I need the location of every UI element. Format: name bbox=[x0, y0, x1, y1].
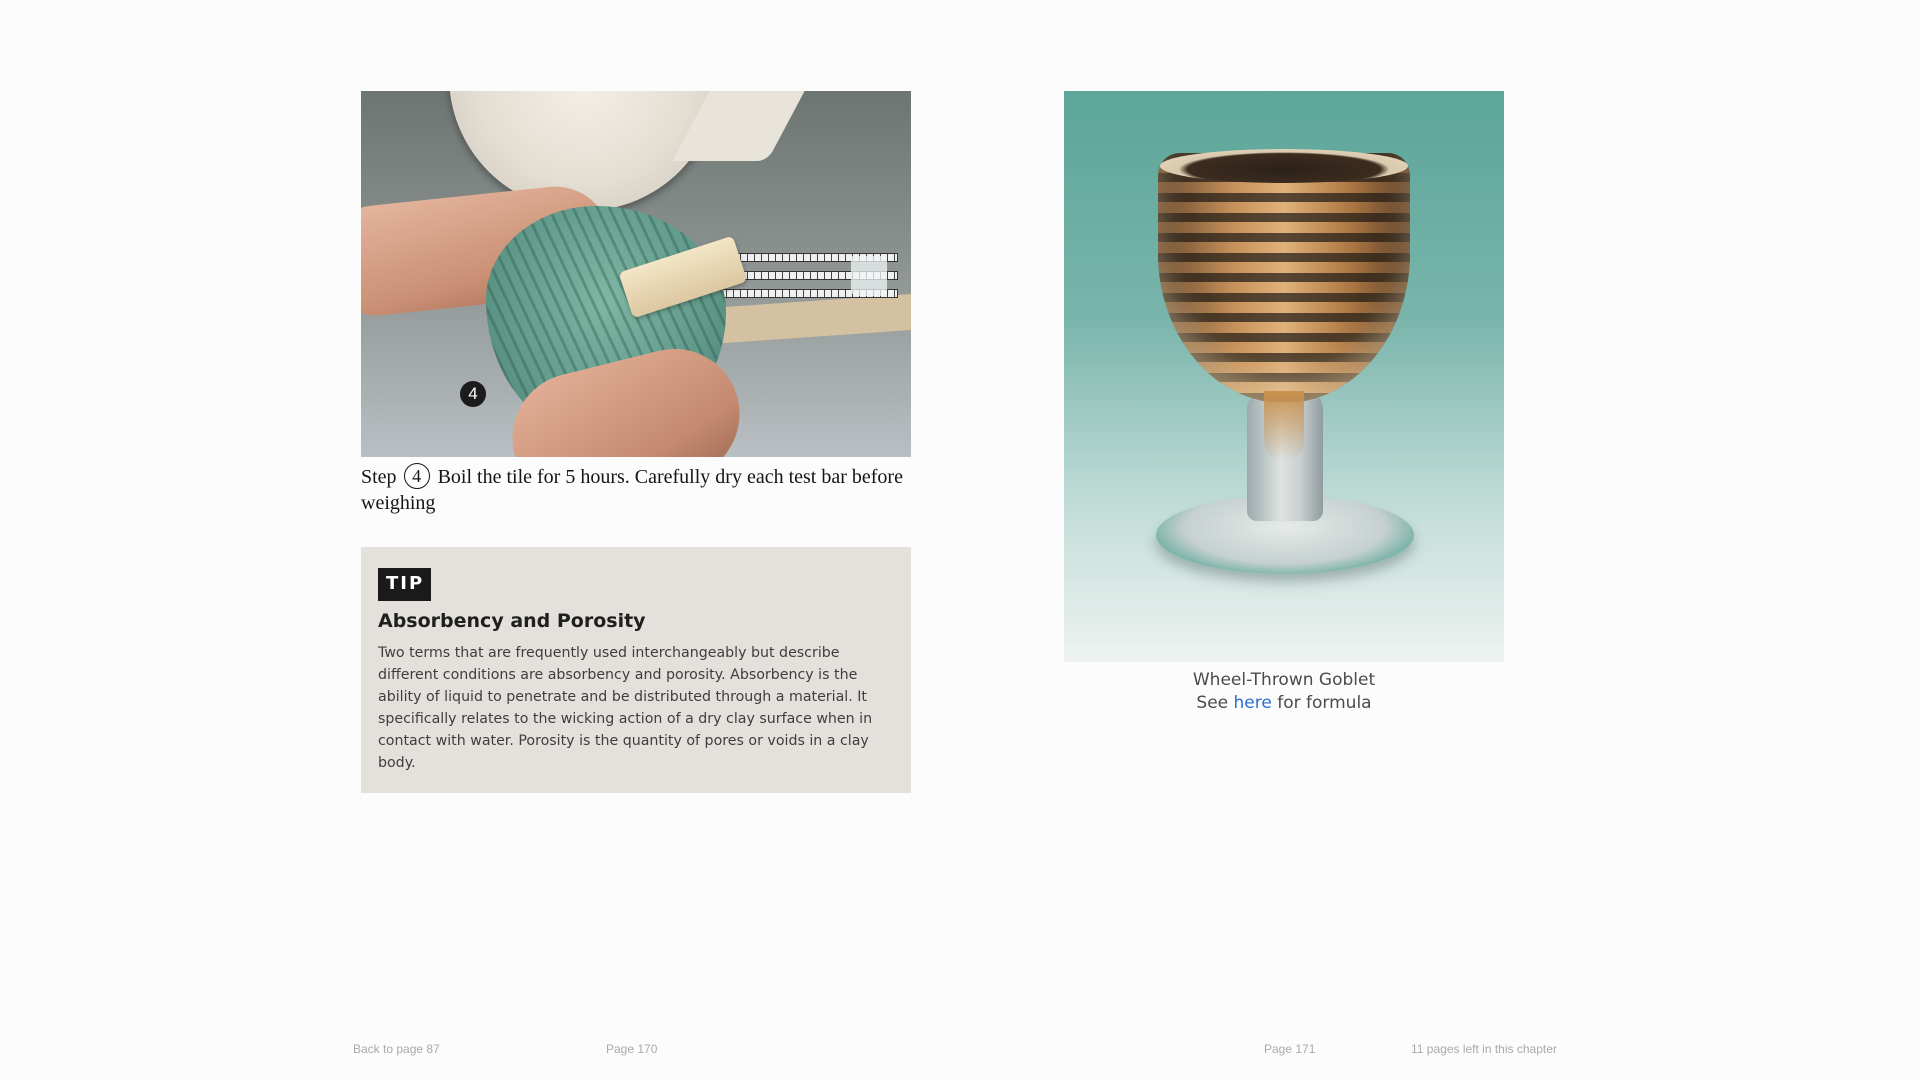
pages-left-indicator: 11 pages left in this chapter bbox=[1411, 1042, 1557, 1056]
tip-body: Two terms that are frequently used interchangeably but describe different conditions are absorbency and porosity. Absorbency is the ability of liquid to penetrate and be distributed through a material. It specifically relates to the wicking action of a dry clay surface when in contact with water. Porosity is the quantity of pores or voids in a clay body. bbox=[378, 645, 873, 771]
goblet-caption-title: Wheel-Thrown Goblet bbox=[1192, 670, 1376, 690]
left-page-number: Page 170 bbox=[606, 1042, 658, 1056]
goblet-cup-illustration bbox=[1158, 153, 1410, 403]
step-caption-prefix: Step bbox=[361, 466, 397, 488]
tip-box bbox=[361, 547, 911, 793]
goblet-rim-illustration bbox=[1160, 149, 1408, 183]
goblet-glaze-drip-illustration bbox=[1264, 391, 1304, 461]
step-caption-text: Boil the tile for 5 hours. Carefully dry each test bar before weighing bbox=[361, 466, 903, 514]
goblet-photo bbox=[1064, 91, 1504, 662]
tip-title: Absorbency and Porosity bbox=[378, 610, 646, 632]
formula-link[interactable]: here bbox=[1233, 693, 1272, 713]
goblet-caption bbox=[1064, 669, 1504, 715]
step-photo bbox=[361, 91, 911, 457]
goblet-caption-suffix: for formula bbox=[1277, 693, 1372, 713]
back-to-page-link[interactable]: Back to page 87 bbox=[353, 1042, 440, 1056]
measuring-cup-illustration bbox=[851, 256, 887, 296]
goblet-caption-see: See bbox=[1196, 693, 1229, 713]
tip-badge: TIP bbox=[378, 568, 431, 601]
right-page-number: Page 171 bbox=[1264, 1042, 1316, 1056]
step-number-badge: 4 bbox=[460, 381, 486, 407]
step-caption-number: 4 bbox=[404, 463, 430, 489]
step-caption bbox=[361, 463, 921, 516]
goblet-caption-formula-line bbox=[1064, 692, 1504, 715]
